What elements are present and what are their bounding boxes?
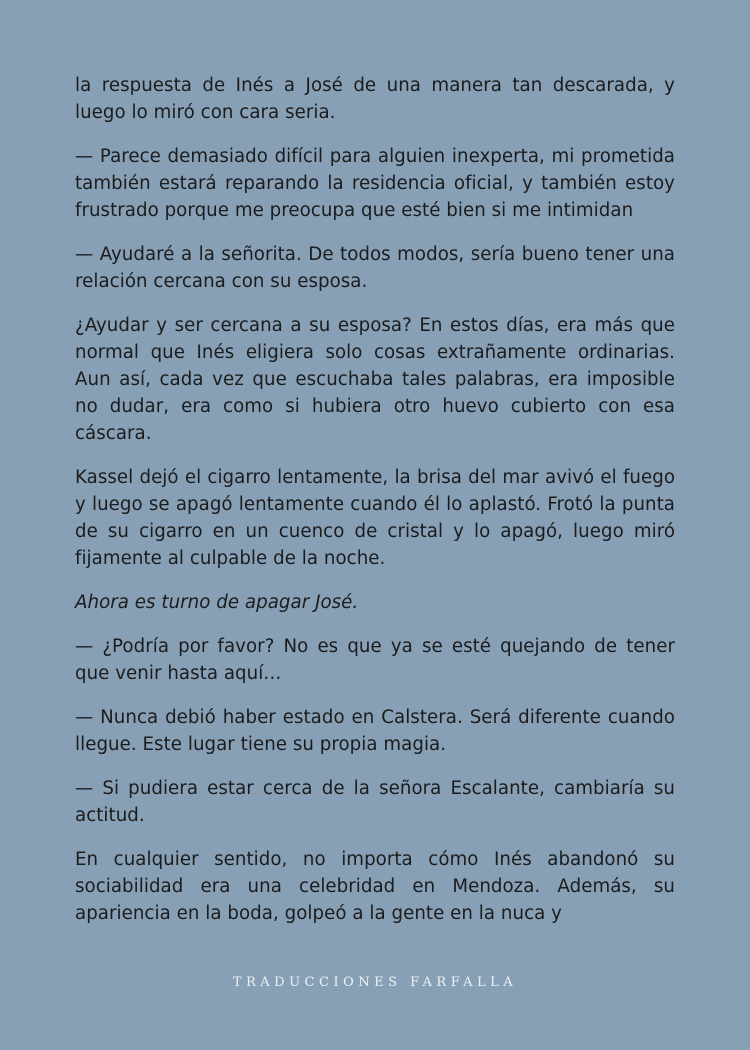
- paragraph-7: — ¿Podría por favor? No es que ya se esté quejando de tener que venir hasta aquí…: [75, 636, 675, 684]
- page-body: [75, 72, 675, 944]
- paragraph-10: En cualquier sentido, no importa cómo Inés abandonó su sociabilidad era una celebridad en Mendoza. Además, su apariencia en la boda, golpeó a la gente en la nuca y: [75, 849, 675, 924]
- paragraph-8: — Nunca debió haber estado en Calstera. Será diferente cuando llegue. Este lugar tiene su propia magia.: [75, 707, 675, 755]
- paragraph-5: Kassel dejó el cigarro lentamente, la brisa del mar avivó el fuego y luego se apagó lentamente cuando él lo aplastó. Frotó la punta de su cigarro en un cuenco de cristal y lo apagó, luego miró fijamente al culpable de la noche.: [75, 467, 675, 569]
- paragraph-6-italic-thought: Ahora es turno de apagar José.: [75, 592, 359, 613]
- paragraph-1: la respuesta de Inés a José de una manera tan descarada, y luego lo miró con cara seria.: [75, 75, 675, 123]
- paragraph-3: — Ayudaré a la señorita. De todos modos, sería bueno tener una relación cercana con su esposa.: [75, 244, 675, 292]
- paragraph-2: — Parece demasiado difícil para alguien inexperta, mi prometida también estará reparando la residencia oficial, y también estoy frustrado porque me preocupa que esté bien si me intimidan: [75, 146, 675, 221]
- footer-credit: TRADUCCIONES FARFALLA: [232, 975, 518, 990]
- paragraph-9: — Si pudiera estar cerca de la señora Escalante, cambiaría su actitud.: [75, 778, 675, 826]
- paragraph-4: ¿Ayudar y ser cercana a su esposa? En estos días, era más que normal que Inés eligiera solo cosas extrañamente ordinarias. Aun así, cada vez que escuchaba tales palabras, era imposible no dudar, era como si hubiera otro huevo cubierto con esa cáscara.: [75, 315, 675, 444]
